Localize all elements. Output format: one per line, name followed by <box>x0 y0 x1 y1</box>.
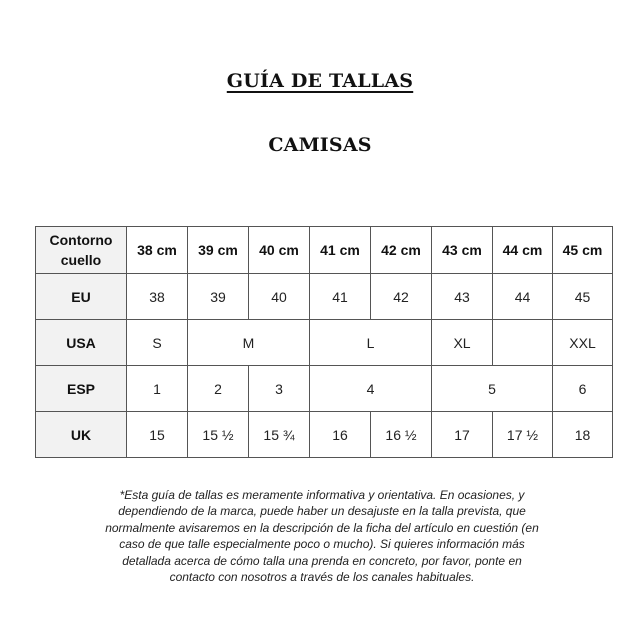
size-cell: L <box>310 320 432 366</box>
size-table <box>35 226 613 458</box>
size-cell: 3 <box>249 366 310 412</box>
row-label: UK <box>36 412 127 458</box>
size-cell: M <box>188 320 310 366</box>
size-cell: 15 ¾ <box>249 412 310 458</box>
column-header: 38 cm <box>127 227 188 274</box>
size-cell: 1 <box>127 366 188 412</box>
column-header: 44 cm <box>493 227 553 274</box>
table-row <box>36 274 613 320</box>
size-cell: 6 <box>553 366 613 412</box>
size-cell: XXL <box>553 320 613 366</box>
size-cell: 4 <box>310 366 432 412</box>
size-cell <box>493 320 553 366</box>
size-cell: 45 <box>553 274 613 320</box>
table-row <box>36 320 613 366</box>
page-title-text: GUÍA DE TALLAS <box>226 70 414 92</box>
size-table-body <box>36 227 613 458</box>
size-cell: 15 ½ <box>188 412 249 458</box>
disclaimer-note: *Esta guía de tallas es meramente informativa y orientativa. En ocasiones, y dependiendo de la marca, puede haber un desajuste en la talla prevista, que normalmente avisaremos en la descripción de la ficha del artículo en cuestión (en caso de que talle especialmente poco o mucho). Si quieres información más detallada acerca de cómo talla una prenda en concreto, por favor, ponte en contacto con nosotros a través de los canales habituales. <box>105 488 539 585</box>
page-subtitle: CAMISAS <box>268 134 372 156</box>
column-header: 40 cm <box>249 227 310 274</box>
size-cell: 43 <box>432 274 493 320</box>
size-cell: 18 <box>553 412 613 458</box>
size-cell: 38 <box>127 274 188 320</box>
page-title <box>0 70 640 92</box>
size-cell: 5 <box>432 366 553 412</box>
row-label: EU <box>36 274 127 320</box>
corner-header: Contorno cuello <box>36 227 127 274</box>
table-row <box>36 412 613 458</box>
table-row <box>36 366 613 412</box>
column-header: 42 cm <box>371 227 432 274</box>
column-header: 41 cm <box>310 227 371 274</box>
size-cell: 41 <box>310 274 371 320</box>
size-cell: XL <box>432 320 493 366</box>
column-header: 45 cm <box>553 227 613 274</box>
column-header: 43 cm <box>432 227 493 274</box>
size-cell: 16 <box>310 412 371 458</box>
size-cell: 15 <box>127 412 188 458</box>
size-cell: 40 <box>249 274 310 320</box>
size-cell: 17 ½ <box>493 412 553 458</box>
size-cell: 17 <box>432 412 493 458</box>
size-cell: 39 <box>188 274 249 320</box>
size-cell: 42 <box>371 274 432 320</box>
size-cell: 2 <box>188 366 249 412</box>
header-row <box>36 227 613 274</box>
size-cell: 16 ½ <box>371 412 432 458</box>
row-label: USA <box>36 320 127 366</box>
column-header: 39 cm <box>188 227 249 274</box>
row-label: ESP <box>36 366 127 412</box>
size-cell: S <box>127 320 188 366</box>
size-cell: 44 <box>493 274 553 320</box>
